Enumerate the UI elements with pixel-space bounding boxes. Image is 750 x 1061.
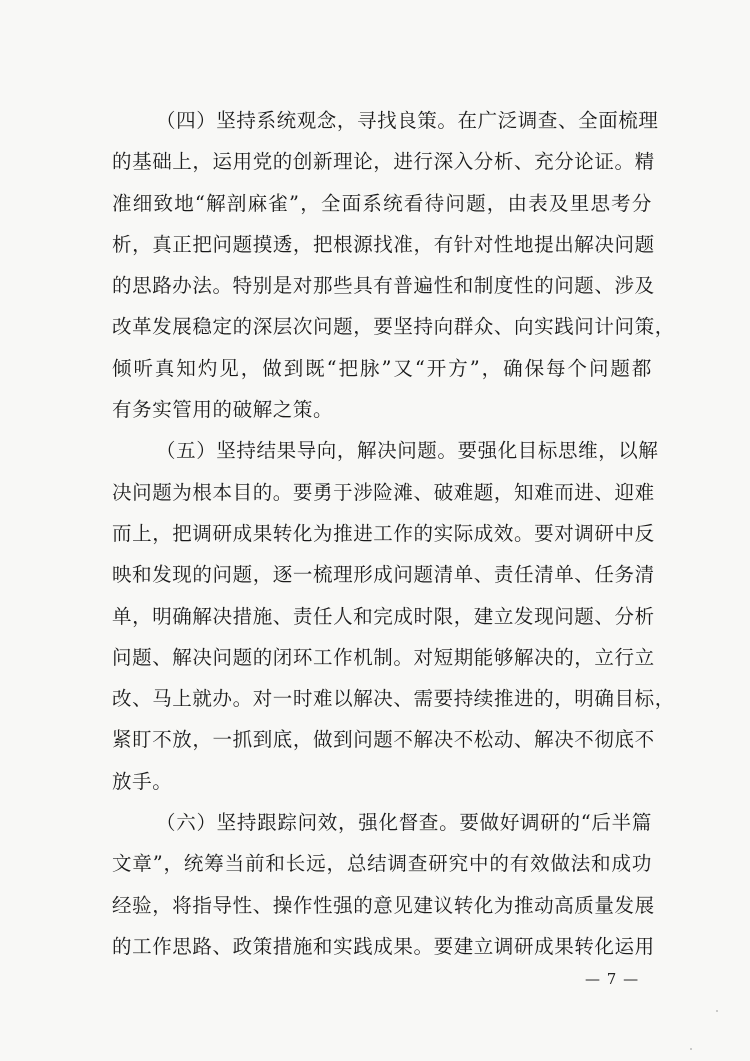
text-line: （五）坚持结果导向，解决问题。要强化目标思维，以解 (156, 439, 659, 463)
text-line: 倾听真知灼见，做到既“把脉”又“开方”，确保每个问题都 (112, 356, 652, 380)
text-line: 的思路办法。特别是对那些具有普遍性和制度性的问题、涉及 (112, 274, 655, 298)
text-line: 放手。 (112, 769, 173, 793)
text-line: （四）坚持系统观念，寻找良策。在广泛调查、全面梳理 (156, 109, 659, 132)
text-line: 问题、解决问题的闭环工作机制。对短期能够解决的，立行立 (112, 645, 655, 669)
text-line: 改革发展稳定的深层次问题，要坚持向群众、向实践问计问策， (112, 315, 675, 339)
text-line: 有务实管用的破解之策。 (112, 398, 334, 422)
text-line: （六）坚持跟踪问效，强化督查。要做好调研的“后半篇 (156, 811, 652, 835)
text-line: 紧盯不放，一抓到底，做到问题不解决不松动、解决不彻底不 (112, 728, 655, 752)
text-line: 映和发现的问题，逐一梳理形成问题清单、责任清单、任务清 (112, 563, 655, 587)
text-line: 文章”，统筹当前和长远，总结调查研究中的有效做法和成功 (112, 852, 652, 876)
page-number: — 7 — (585, 970, 640, 988)
scan-speck (716, 1010, 718, 1012)
paragraph-5 (112, 430, 675, 802)
text-line: 改、马上就办。对一时难以解决、需要持续推进的，明确目标， (112, 687, 675, 711)
text-line: 经验，将指导性、操作性强的意见建议转化为推动高质量发展 (112, 893, 655, 917)
paragraph-6 (112, 802, 655, 967)
text-line: 决问题为根本目的。要勇于涉险滩、破难题，知难而进、迎难 (112, 480, 655, 504)
body-text (112, 100, 675, 967)
text-line: 单，明确解决措施、责任人和完成时限，建立发现问题、分析 (112, 604, 655, 628)
scan-speck (690, 1048, 692, 1050)
text-line: 析，真正把问题摸透，把根源找准，有针对性地提出解决问题 (112, 232, 655, 256)
paragraph-4 (112, 100, 675, 430)
text-line: 的工作思路、政策措施和实践成果。要建立调研成果转化运用 (112, 934, 655, 958)
text-line: 准细致地“解剖麻雀”，全面系统看待问题，由表及里思考分 (112, 191, 652, 215)
text-line: 的基础上，运用党的创新理论，进行深入分析、充分论证。精 (112, 150, 655, 174)
text-line: 而上，把调研成果转化为推进工作的实际成效。要对调研中反 (112, 521, 655, 545)
